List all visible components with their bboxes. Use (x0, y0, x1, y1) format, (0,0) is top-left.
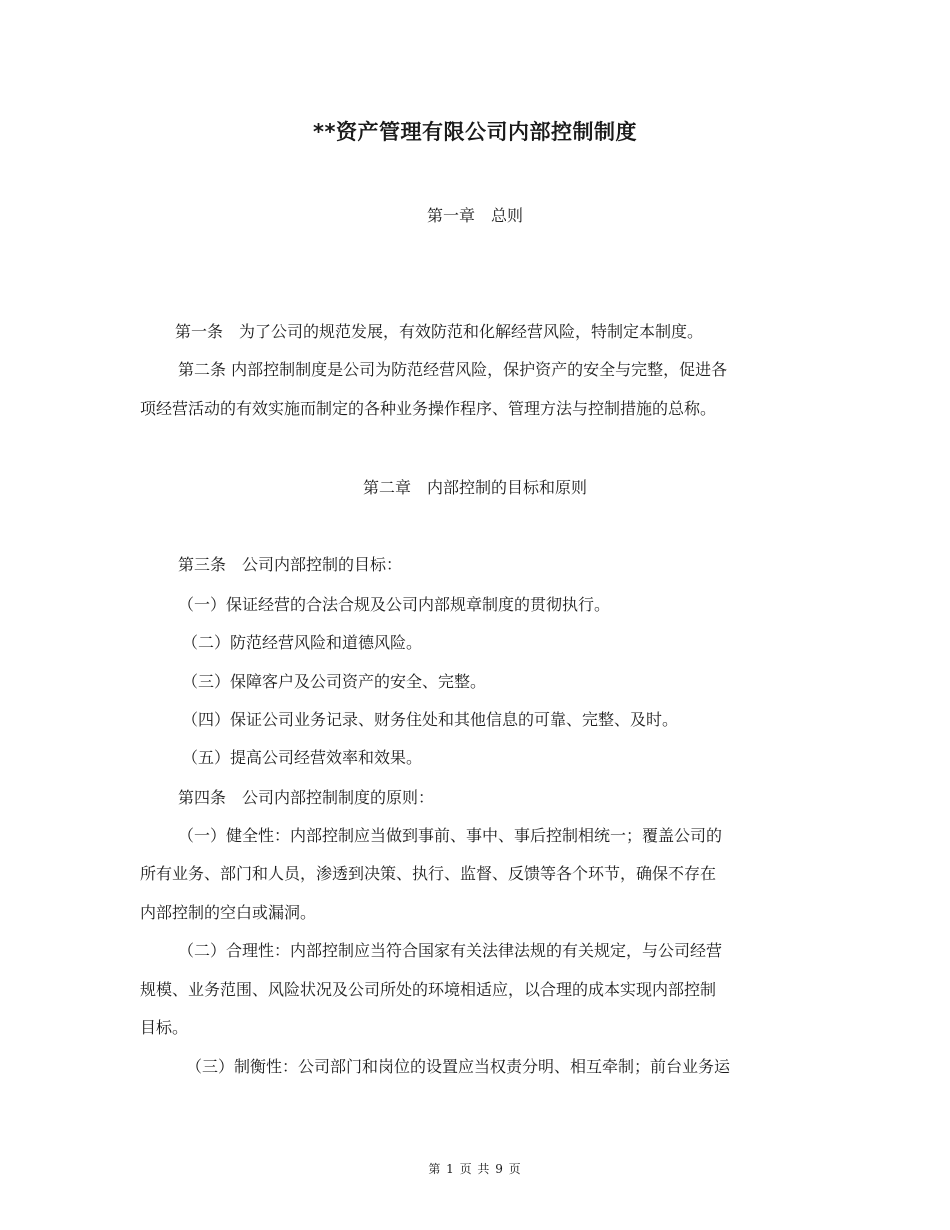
principle-2-line-3: 目标。 (140, 1018, 189, 1037)
article-2-line-2: 项经营活动的有效实施而制定的各种业务操作程序、管理方法与控制措施的总称。 (140, 399, 717, 418)
principle-1-line-1: （一）健全性：内部控制应当做到事前、事中、事后控制相统一；覆盖公司的 (178, 826, 723, 845)
chapter-2-heading: 第二章 内部控制的目标和原则 (362, 478, 587, 497)
goal-item-2: （二）防范经营风险和道德风险。 (182, 633, 423, 652)
page-number-footer: 第 1 页 共 9 页 (428, 1162, 522, 1176)
article-4: 第四条 公司内部控制制度的原则： (178, 788, 435, 807)
article-2-line-1: 第二条 内部控制制度是公司为防范经营风险，保护资产的安全与完整，促进各 (178, 360, 728, 379)
article-3: 第三条 公司内部控制的目标： (178, 555, 403, 574)
principle-3-line-1: （三）制衡性：公司部门和岗位的设置应当权责分明、相互牵制；前台业务运 (186, 1057, 731, 1076)
principle-2-line-1: （二）合理性：内部控制应当符合国家有关法律法规的有关规定，与公司经营 (178, 941, 723, 960)
principle-1-line-3: 内部控制的空白或漏洞。 (140, 903, 317, 922)
principle-1-line-2: 所有业务、部门和人员，渗透到决策、执行、监督、反馈等各个环节，确保不存在 (140, 864, 717, 883)
goal-item-5: （五）提高公司经营效率和效果。 (182, 748, 423, 767)
goal-item-3: （三）保障客户及公司资产的安全、完整。 (182, 672, 487, 691)
chapter-1-heading: 第一章 总则 (426, 206, 523, 225)
document-title: **资产管理有限公司内部控制制度 (313, 120, 637, 144)
principle-2-line-2: 规模、业务范围、风险状况及公司所处的环境相适应，以合理的成本实现内部控制 (140, 980, 717, 999)
goal-item-1: （一）保证经营的合法合规及公司内部规章制度的贯彻执行。 (178, 595, 611, 614)
article-1: 第一条 为了公司的规范发展，有效防范和化解经营风险，特制定本制度。 (175, 322, 704, 341)
goal-item-4: （四）保证公司业务记录、财务住处和其他信息的可靠、完整、及时。 (182, 710, 679, 729)
